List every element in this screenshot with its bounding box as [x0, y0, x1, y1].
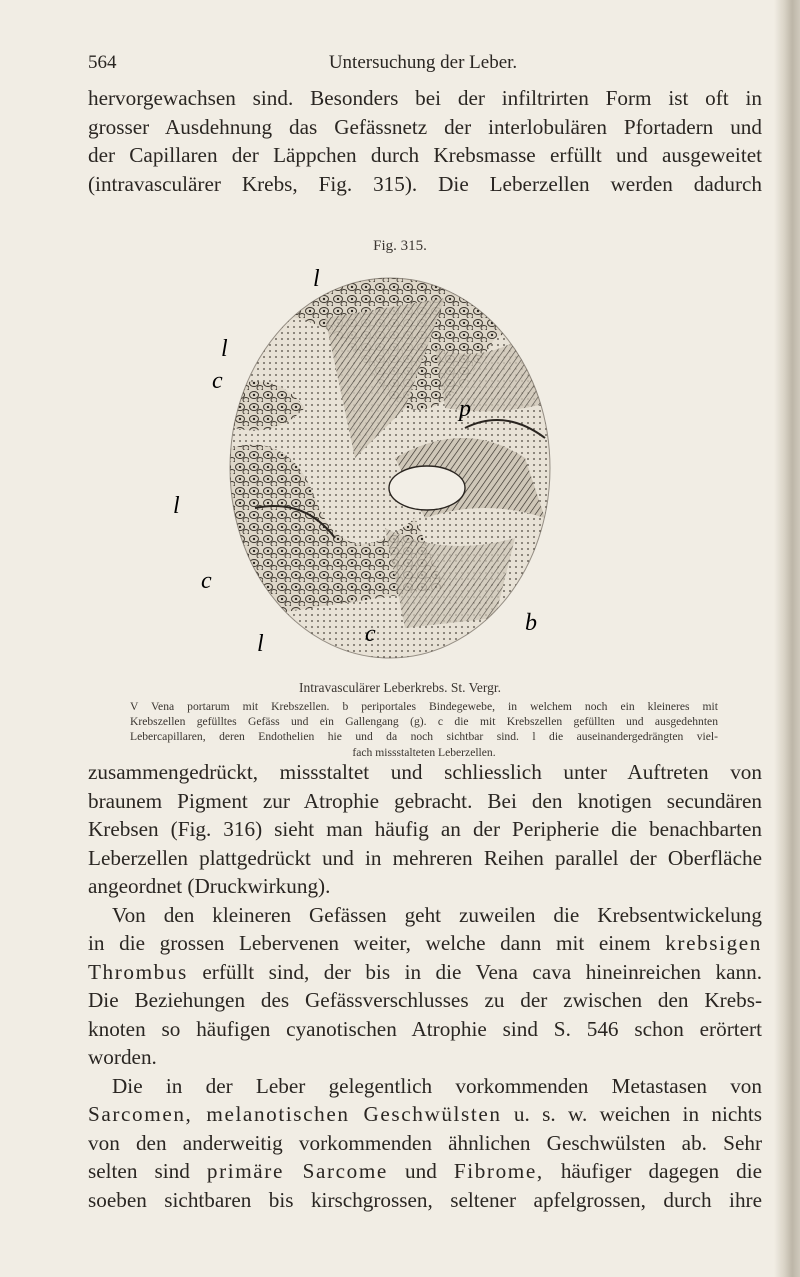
figure-letter-p: p	[459, 396, 471, 422]
text-line: Krebsen (Fig. 316) sieht man häufig an der Peripherie die benachbarten	[88, 817, 762, 841]
page-number: 564	[88, 52, 117, 73]
text-line: braunem Pigment zur Atrophie gebracht. Bei den knotigen secundären	[88, 788, 762, 813]
emphasized-term: Thrombus	[88, 959, 188, 984]
page-edge	[774, 0, 800, 1277]
caption-line: Lebercapillaren, deren Endothelien hie und da noch sichtbar sind. l die auseinandergedrängten viel-	[130, 730, 718, 744]
text-line	[88, 1100, 762, 1129]
figure-letter-l: l	[221, 336, 228, 362]
figure-letter-l: l	[257, 631, 264, 657]
text-line	[88, 958, 762, 987]
figure-letter-c: c	[365, 621, 376, 647]
text-line	[88, 929, 762, 958]
emphasized-term: Fibrome,	[453, 1159, 544, 1183]
text-line: worden.	[88, 1045, 157, 1069]
text-line: von den anderweitig vorkommenden ähnlichen Geschwülsten ab. Sehr	[88, 1130, 762, 1155]
figure-letter-c: c	[201, 568, 212, 594]
text-segment: in die grossen Lebervenen weiter, welche dann mit einem	[88, 931, 651, 955]
caption-line: V Vena portarum mit Krebszellen. b periportales Bindegewebe, in welchem noch ein kleineres mit	[130, 700, 718, 713]
text-line: soeben sichtbaren bis kirschgrossen, seltener apfelgrossen, durch ihre	[88, 1187, 762, 1212]
figure-caption	[130, 699, 718, 760]
text-line	[88, 1157, 762, 1186]
text-line: Leberzellen plattgedrückt und in mehreren Reihen parallel der Oberfläche	[88, 845, 762, 870]
figure-letter-l: l	[173, 493, 180, 519]
text-segment: und	[405, 1159, 437, 1183]
text-line: grosser Ausdehnung das Gefässnetz der interlobulären Pfortadern und	[88, 114, 762, 139]
text-segment: u. s. w. weichen in nichts	[513, 1102, 763, 1126]
text-line: der Capillaren der Läppchen durch Krebsmasse erfüllt und ausgeweitet	[88, 143, 762, 167]
figure-illustration	[165, 258, 615, 668]
caption-line: Krebszellen gefülltes Gefäss und ein Gallengang (g). c die mit Krebszellen gefüllten und ausgedehnten	[130, 715, 718, 729]
body-text	[88, 758, 762, 1214]
page-header	[88, 52, 758, 82]
text-line: Von den kleineren Gefässen geht zuweilen die Krebsentwickelung	[112, 902, 762, 927]
running-title: Untersuchung der Leber.	[328, 52, 518, 73]
figure-title: Intravasculärer Leberkrebs. St. Vergr.	[299, 680, 501, 695]
figure-letter-l: l	[313, 266, 320, 292]
text-segment: selten sind	[88, 1159, 190, 1183]
figure-letter-c: c	[212, 368, 223, 394]
emphasized-term: Sarcomen, melanotischen Geschwülsten	[88, 1102, 502, 1126]
text-line: knoten so häufigen cyanotischen Atrophie sind S. 546 schon erörtert	[88, 1016, 762, 1041]
figure-label: Fig. 315.	[373, 238, 427, 254]
emphasized-term: krebsigen	[665, 931, 763, 955]
figure-letter-b: b	[525, 610, 537, 636]
text-line: zusammengedrückt, missstaltet und schliesslich unter Auftreten von	[88, 760, 762, 784]
tissue-section	[165, 258, 615, 668]
text-line: hervorgewachsen sind. Besonders bei der infiltrirten Form ist oft in	[88, 86, 762, 110]
paragraph-top	[88, 84, 762, 198]
caption-line: fach missstalteten Leberzellen.	[352, 745, 496, 759]
text-line: (intravasculärer Krebs, Fig. 315). Die Leberzellen werden dadurch	[88, 171, 762, 196]
text-line: Die Beziehungen des Gefässverschlusses zu der zwischen den Krebs-	[88, 988, 762, 1012]
text-segment: erfüllt sind, der bis in die Vena cava hineinreichen kann.	[202, 959, 762, 984]
text-line: Die in der Leber gelegentlich vorkommenden Metastasen von	[112, 1073, 762, 1098]
text-segment: häufiger dagegen die	[560, 1159, 763, 1183]
emphasized-term: primäre Sarcome	[206, 1159, 388, 1183]
text-line: angeordnet (Druckwirkung).	[88, 874, 331, 898]
